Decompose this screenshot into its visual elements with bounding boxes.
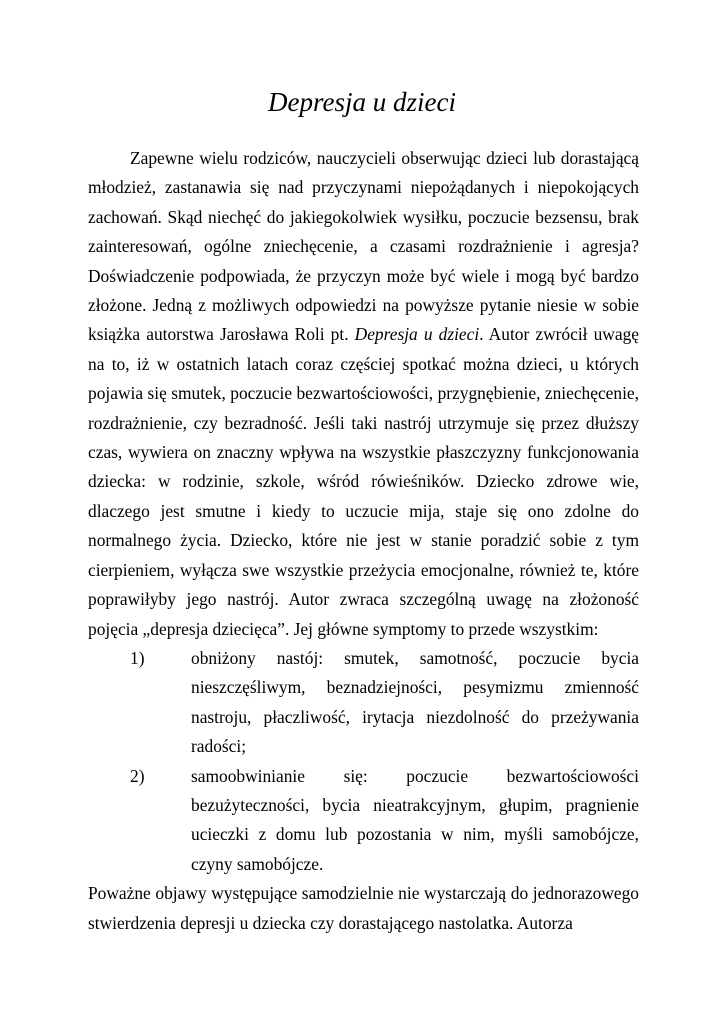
book-title-italic: Depresja u dzieci — [354, 324, 480, 345]
list-item-text: obniżony nastój: smutek, samotność, poczucie bycia nieszczęśliwym, beznadziejności, pesymizmu zmienność nastroju, płaczliwość, irytacja niezdolność do przeżywania radości; — [191, 647, 639, 757]
document-body — [88, 144, 639, 938]
list-item — [88, 644, 639, 762]
intro-text-part1: Zapewne wielu rodziców, nauczycieli obserwując dzieci lub dorastającą młodzież, zastanawia się nad przyczynami niepożądanych i niepokojących zachowań. Skąd niechęć do jakiegokolwiek wysiłku, poczucie bezsensu, brak zainteresowań, ogólne zniechęcenie, a czasami rozdrażnienie i agresja? Doświadczenie podpowiada, że przyczyn może być wiele i mogą być bardzo złożone. Jedną z możliwych odpowiedzi na powyższe pytanie niesie w sobie książka autorstwa Jarosława Roli pt. — [88, 148, 639, 345]
intro-text-part2: . Autor zwrócił uwagę na to, iż w ostatnich latach coraz częściej spotkać można dzieci, u których pojawia się smutek, poczucie bezwartościowości, przygnębienie, zniechęcenie, rozdrażnienie, czy bezradność. Jeśli taki nastrój utrzymuje się przez dłuższy czas, wywiera on znaczny wpływa na wszystkie płaszczyzny funkcjonowania dziecka: w rodzinie, szkole, wśród rówieśników. Dziecko zdrowe wie, dlaczego jest smutne i kiedy to uczucie mija, staje się ono zdolne do normalnego życia. Dziecko, które nie jest w stanie poradzić sobie z tym cierpieniem, wyłącza swe wszystkie przeżycia emocjonalne, również te, które poprawiłyby jego nastrój. Autor zwraca szczególną uwagę na złożoność pojęcia „depresja dziecięca”. Jej główne symptomy to przede wszystkim: — [88, 324, 639, 639]
closing-paragraph: Poważne objawy występujące samodzielnie nie wystarczają do jednorazowego stwierdzenia depresji u dziecka czy dorastającego nastolatka. Autorza — [88, 883, 639, 933]
list-item-number: 1) — [130, 647, 145, 668]
document-title: Depresja u dzieci — [268, 87, 456, 117]
list-item-text: samoobwinianie się: poczucie bezwartościowości bezużyteczności, bycia nieatrakcyjnym, głupim, pragnienie ucieczki z domu lub pozostania w nim, myśli samobójcze, czyny samobójcze. — [191, 765, 639, 874]
symptoms-list — [88, 644, 639, 879]
list-item-number: 2) — [130, 765, 145, 786]
intro-paragraph — [88, 144, 639, 644]
list-item — [88, 762, 639, 880]
